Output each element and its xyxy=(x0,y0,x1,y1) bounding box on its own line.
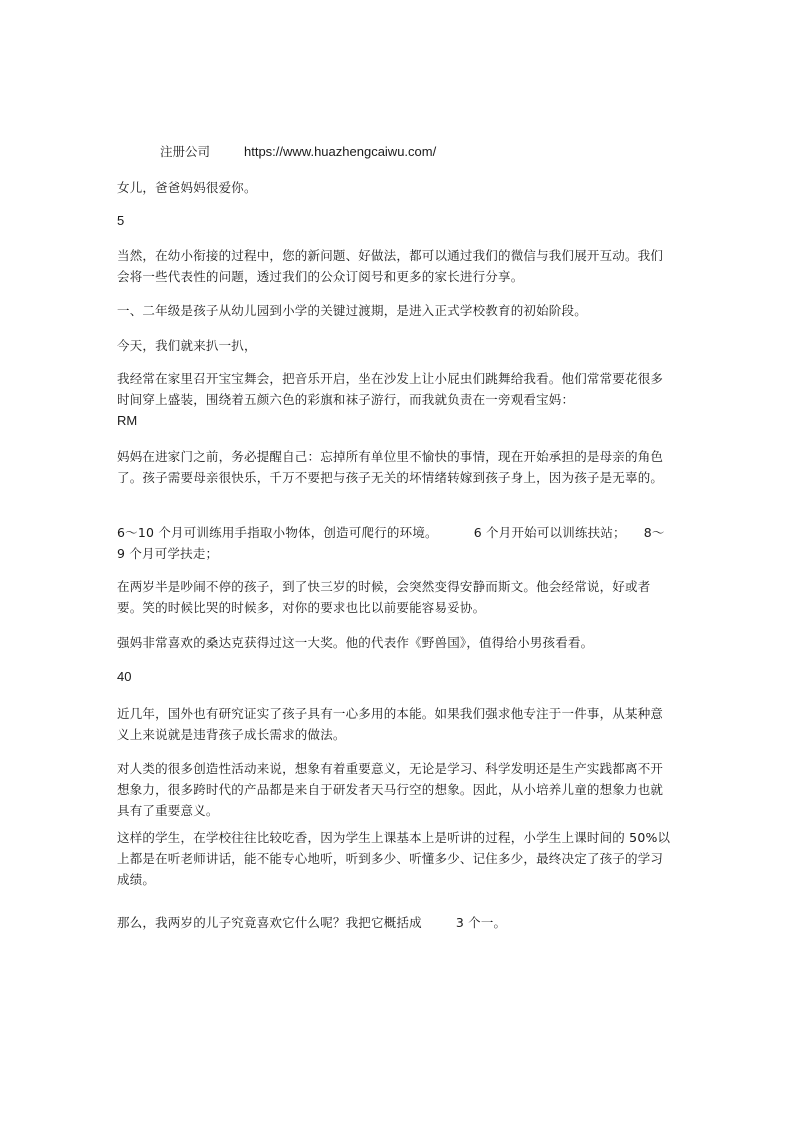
header-url[interactable]: https://www.huazhengcaiwu.com/ xyxy=(244,144,437,159)
number-5: 5 xyxy=(117,213,125,228)
paragraph-13-part-2: 3 个一。 xyxy=(455,915,507,930)
paragraph-10: 近几年，国外也有研究证实了孩子具有一心多用的本能。如果我们强求他专注于一件事，从某种意义上来说就是违背孩子成长需求的做法。 xyxy=(117,706,664,742)
paragraph-4: 今天，我们就来扒一扒， xyxy=(117,338,257,353)
paragraph-3: 一、二年级是孩子从幼儿园到小学的关键过渡期，是进入正式学校教育的初始阶段。 xyxy=(117,303,587,318)
paragraph-6: 妈妈在进家门之前，务必提醒自己：忘掉所有单位里不愉快的事情，现在开始承担的是母亲的角色了。孩子需要母亲很快乐，千万不要把与孩子无关的坏情绪转嫁到孩子身上，因为孩子是无辜的。 xyxy=(117,449,664,485)
paragraph-8: 在两岁半是吵闹不停的孩子，到了快三岁的时候，会突然变得安静而斯文。他会经常说，好或者要。笑的时候比哭的时候多，对你的要求也比以前要能容易妥协。 xyxy=(117,579,651,615)
paragraph-13-part-1: 那么，我两岁的儿子究竟喜欢它什么呢？我把它概括成 xyxy=(117,915,422,930)
paragraph-7-part-2: 6 个月开始可以训练扶站； xyxy=(473,525,626,540)
paragraph-11: 对人类的很多创造性活动来说，想象有着重要意义，无论是学习、科学发明还是生产实践都离不开想象力，很多跨时代的产品都是来自于研发者天马行空的想象。因此，从小培养儿童的想象力也就具有了重要意义。 xyxy=(117,761,664,818)
text-rm: RM xyxy=(117,413,138,428)
page-header xyxy=(160,143,436,161)
number-40: 40 xyxy=(117,669,132,684)
paragraph-2: 当然，在幼小衔接的过程中，您的新问题、好做法，都可以通过我们的微信与我们展开互动。我们会将一些代表性的问题，透过我们的公众订阅号和更多的家长进行分享。 xyxy=(117,248,664,284)
header-company: 注册公司 xyxy=(160,144,211,159)
paragraph-13 xyxy=(117,912,672,933)
paragraph-7-part-3: 8～9 个月可学扶走； xyxy=(117,525,665,561)
paragraph-9: 强妈非常喜欢的桑达克获得过这一大奖。他的代表作《野兽国》，值得给小男孩看看。 xyxy=(117,635,594,650)
paragraph-5: 我经常在家里召开宝宝舞会，把音乐开启，坐在沙发上让小屁虫们跳舞给我看。他们常常要花很多时间穿上盛装，围绕着五颜六色的彩旗和袜子游行，而我就负责在一旁观看宝妈： xyxy=(117,371,664,407)
paragraph-1: 女儿，爸爸妈妈很爱你。 xyxy=(117,180,257,195)
paragraph-12: 这样的学生，在学校往往比较吃香，因为学生上课基本上是听讲的过程，小学生上课时间的 50%以上都是在听老师讲话，能不能专心地听，听到多少、听懂多少、记住多少，最终决定了孩子的学习成绩。 xyxy=(117,830,671,887)
paragraph-7-part-1: 6～10 个月可训练用手指取小物体，创造可爬行的环境。 xyxy=(117,525,438,540)
paragraph-7 xyxy=(117,522,672,564)
